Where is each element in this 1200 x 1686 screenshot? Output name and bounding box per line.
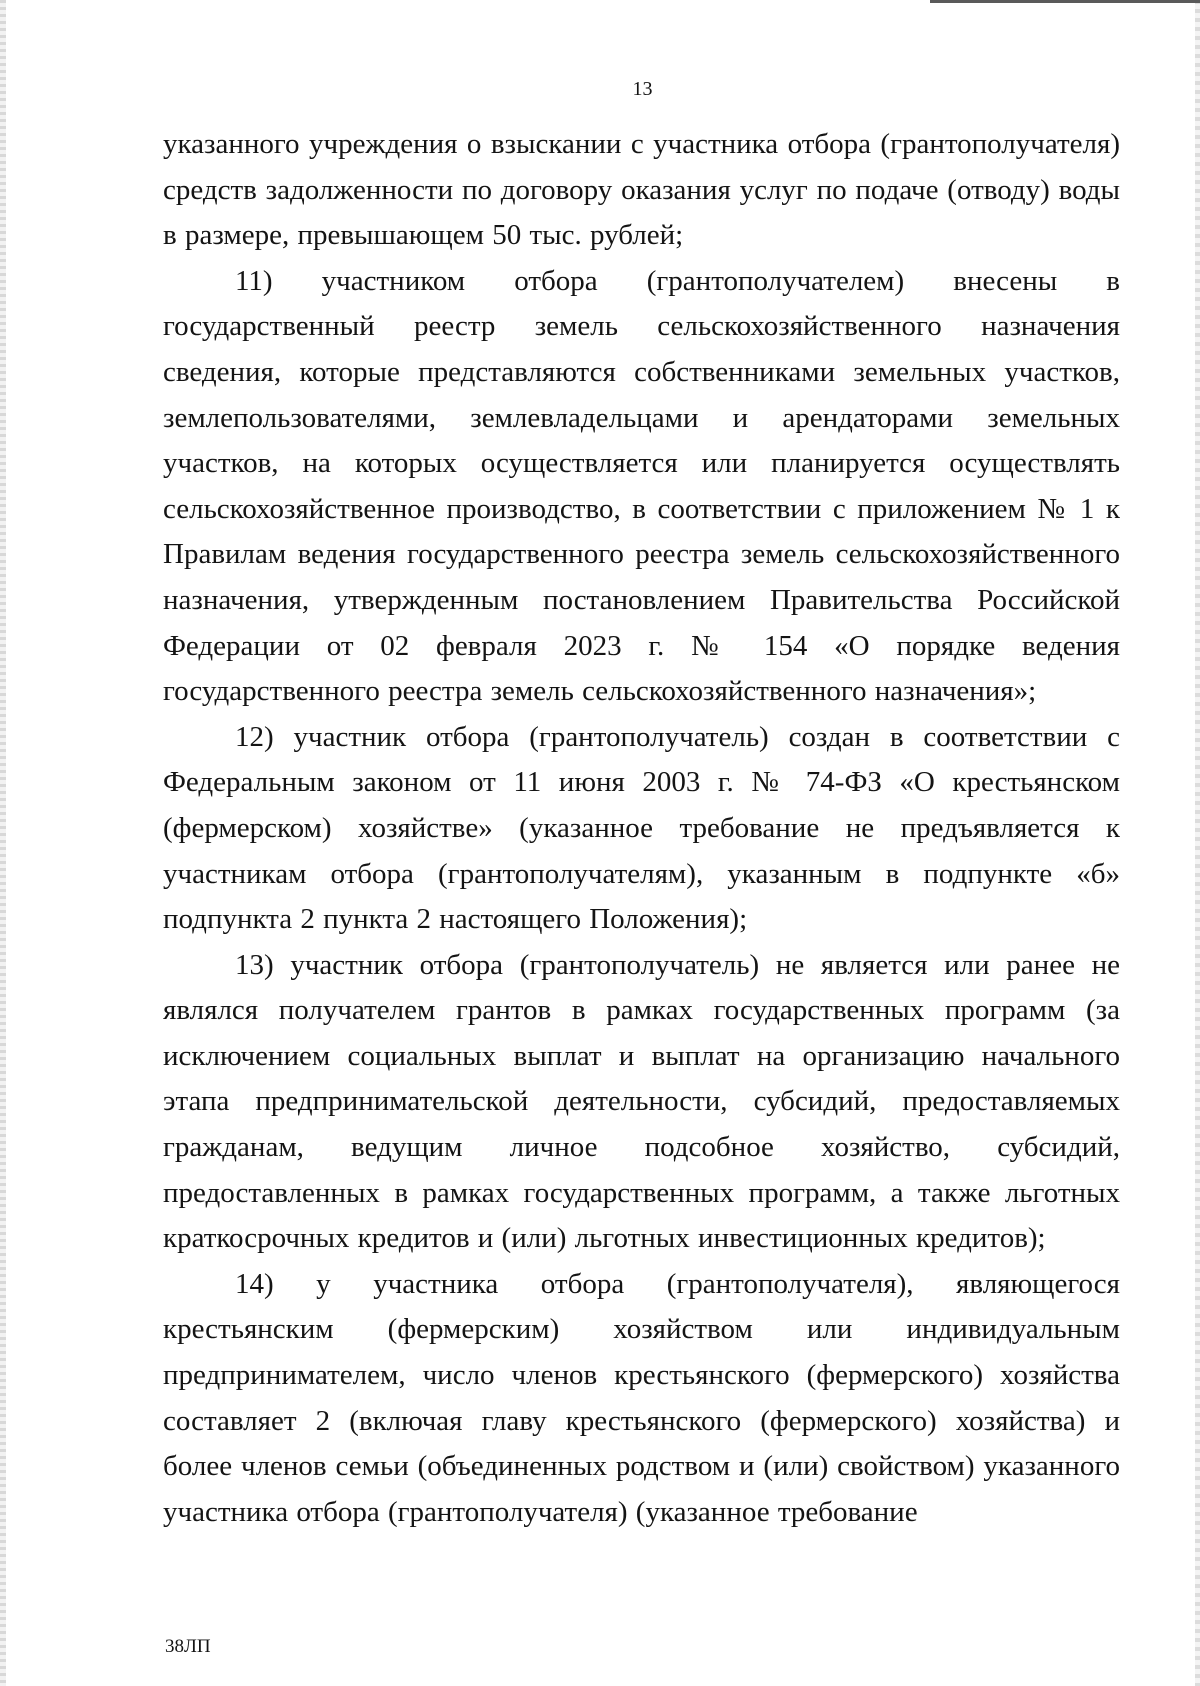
scan-right-edge (1195, 0, 1200, 1686)
document-body (163, 122, 1120, 1535)
paragraph-item-13: 13) участник отбора (грантополучатель) не является или ранее не являлся получателем грантов в рамках государственных программ (за исключением социальных выплат и выплат на организацию начального этапа предпринимательской деятельности, субсидий, предоставляемых гражданам, ведущим личное подсобное хозяйство, субсидий, предоставленных в рамках государственных программ, а также льготных краткосрочных кредитов и (или) льготных инвестиционных кредитов); (163, 948, 1120, 1255)
paragraph-item-12: 12) участник отбора (грантополучатель) создан в соответствии с Федеральным законом от 11 июня 2003 г. № 74-ФЗ «О крестьянском (фермерском) хозяйстве» (указанное требование не предъявляется к участникам отбора (грантополучателям), указанным в подпункте «б» подпункта 2 пункта 2 настоящего Положения); (163, 720, 1120, 936)
footer-document-code: 38ЛП (165, 1636, 211, 1657)
paragraph-continuation: указанного учреждения о взыскании с участника отбора (грантополучателя) средств задолженности по договору оказания услуг по подаче (отводу) воды в размере, превышающем 50 тыс. рублей; (163, 128, 1120, 252)
scan-top-rule (930, 0, 1200, 3)
paragraph-item-14: 14) у участника отбора (грантополучателя), являющегося крестьянским (фермерским) хозяйством или индивидуальным предпринимателем, число членов крестьянского (фермерского) хозяйства составляет 2 (включая главу крестьянского (фермерского) хозяйства) и более членов семьи (объединенных родством и (или) свойством) указанного участника отбора (грантополучателя) (указанное требование (163, 1267, 1120, 1528)
paragraph-item-11: 11) участником отбора (грантополучателем) внесены в государственный реестр земель сельскохозяйственного назначения сведения, которые представляются собственниками земельных участков, землепользователями, землевладельцами и арендаторами земельных участков, на которых осуществляется или планируется осуществлять сельскохозяйственное производство, в соответствии с приложением № 1 к Правилам ведения государственного реестра земель сельскохозяйственного назначения, утвержденным постановлением Правительства Российской Федерации от 02 февраля 2023 г. № 154 «О порядке ведения государственного реестра земель сельскохозяйственного назначения»; (163, 264, 1120, 708)
scan-left-edge (0, 0, 6, 1686)
page-number: 13 (632, 78, 653, 100)
